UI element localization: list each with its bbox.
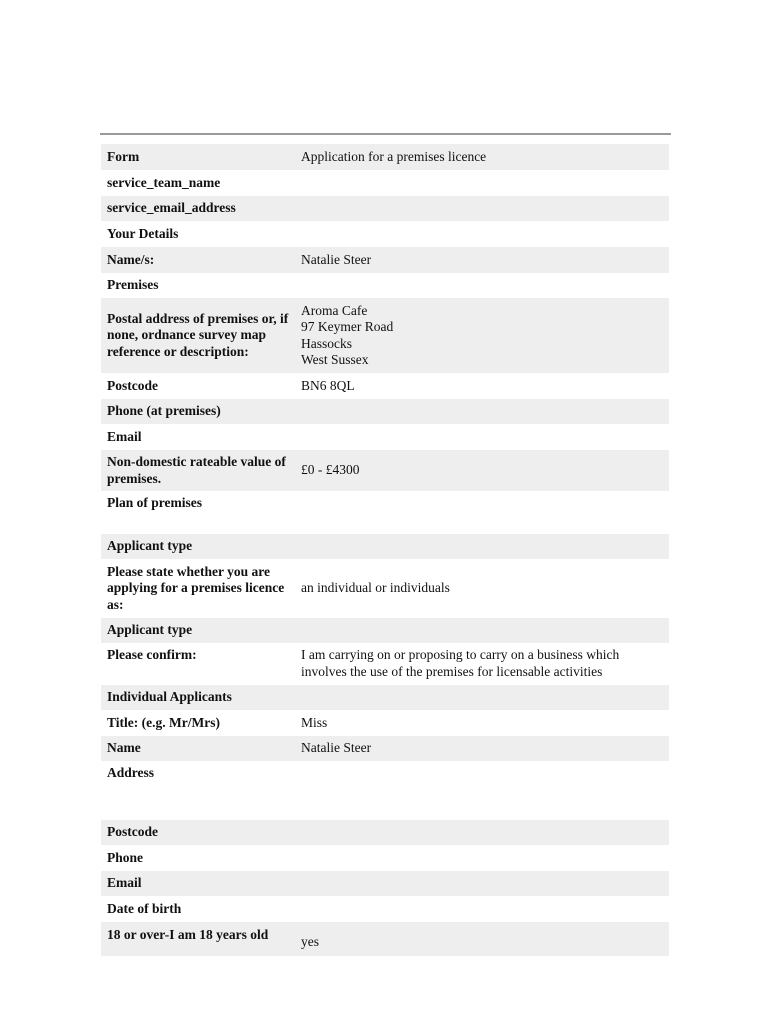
header-rule [100,133,671,135]
row-value [295,221,669,247]
row-value: Application for a premises licence [295,144,669,170]
row-label: Email [107,428,142,444]
row-label: Title: (e.g. Mr/Mrs) [107,714,220,730]
row-value [295,618,669,643]
row-value [295,896,669,922]
row-label: Please state whether you are applying for a premises licence as: [107,563,285,612]
row-label: Plan of premises [107,495,202,510]
row-label: Phone (at premises) [101,399,295,424]
row-value [295,170,669,196]
row-label: Email [101,871,295,896]
table-row [101,491,669,534]
row-value [295,273,669,298]
row-label: Postcode [101,820,295,845]
table-row [101,559,669,618]
table-row [101,871,669,896]
row-label: Date of birth [107,900,182,916]
table-row [101,221,669,247]
row-value [295,761,669,820]
table-row [101,373,669,399]
row-value [295,424,669,450]
row-value [295,196,669,221]
table-row [101,298,669,373]
table-row [101,247,669,273]
row-value [295,534,669,559]
table-row [101,399,669,424]
row-value: £0 - £4300 [295,450,669,491]
row-value: Miss [301,714,328,730]
row-label: Name [101,736,295,761]
table-row [101,144,669,170]
table-row [101,922,669,956]
row-value [295,871,669,896]
table-row [101,450,669,491]
row-label: service_team_name [107,174,221,190]
form-summary-table [101,144,669,956]
row-label: Address [107,765,155,780]
table-row [101,273,669,298]
row-label: Form [101,144,295,170]
row-value: I am carrying on or proposing to carry on a business which involves the use of the premises for licensable activities [301,647,620,679]
row-label: 18 or over-I am 18 years old [101,922,295,956]
row-label: Postcode [107,377,158,393]
row-value: yes [295,922,669,956]
row-value [295,491,669,534]
table-row [101,618,669,643]
table-row [101,643,669,685]
table-row [101,896,669,922]
row-label: service_email_address [101,196,295,221]
row-label: Individual Applicants [101,685,295,710]
table-row [101,196,669,221]
row-value: Natalie Steer [295,247,669,273]
row-value: BN6 8QL [301,377,355,393]
row-label: Your Details [107,225,179,241]
table-row [101,845,669,871]
row-label: Name/s: [101,247,295,273]
table-row [101,820,669,845]
row-label: Premises [107,277,159,293]
table-row [101,710,669,736]
table-row [101,534,669,559]
row-value: Natalie Steer [295,736,669,761]
row-label: Please confirm: [107,647,197,662]
table-row [101,170,669,196]
table-row [101,736,669,761]
row-value [295,845,669,871]
row-value [295,399,669,424]
row-value: an individual or individuals [301,580,450,596]
row-label: Applicant type [101,534,295,559]
row-value [295,820,669,845]
table-row [101,761,669,820]
row-value [295,685,669,710]
table-row [101,424,669,450]
row-value: Aroma Cafe 97 Keymer Road Hassocks West Sussex [295,298,669,373]
row-label: Non-domestic rateable value of premises. [101,450,295,491]
row-label: Applicant type [101,618,295,643]
row-label: Postal address of premises or, if none, ordnance survey map reference or description: [101,298,295,373]
row-label: Phone [107,849,144,865]
table-row [101,685,669,710]
